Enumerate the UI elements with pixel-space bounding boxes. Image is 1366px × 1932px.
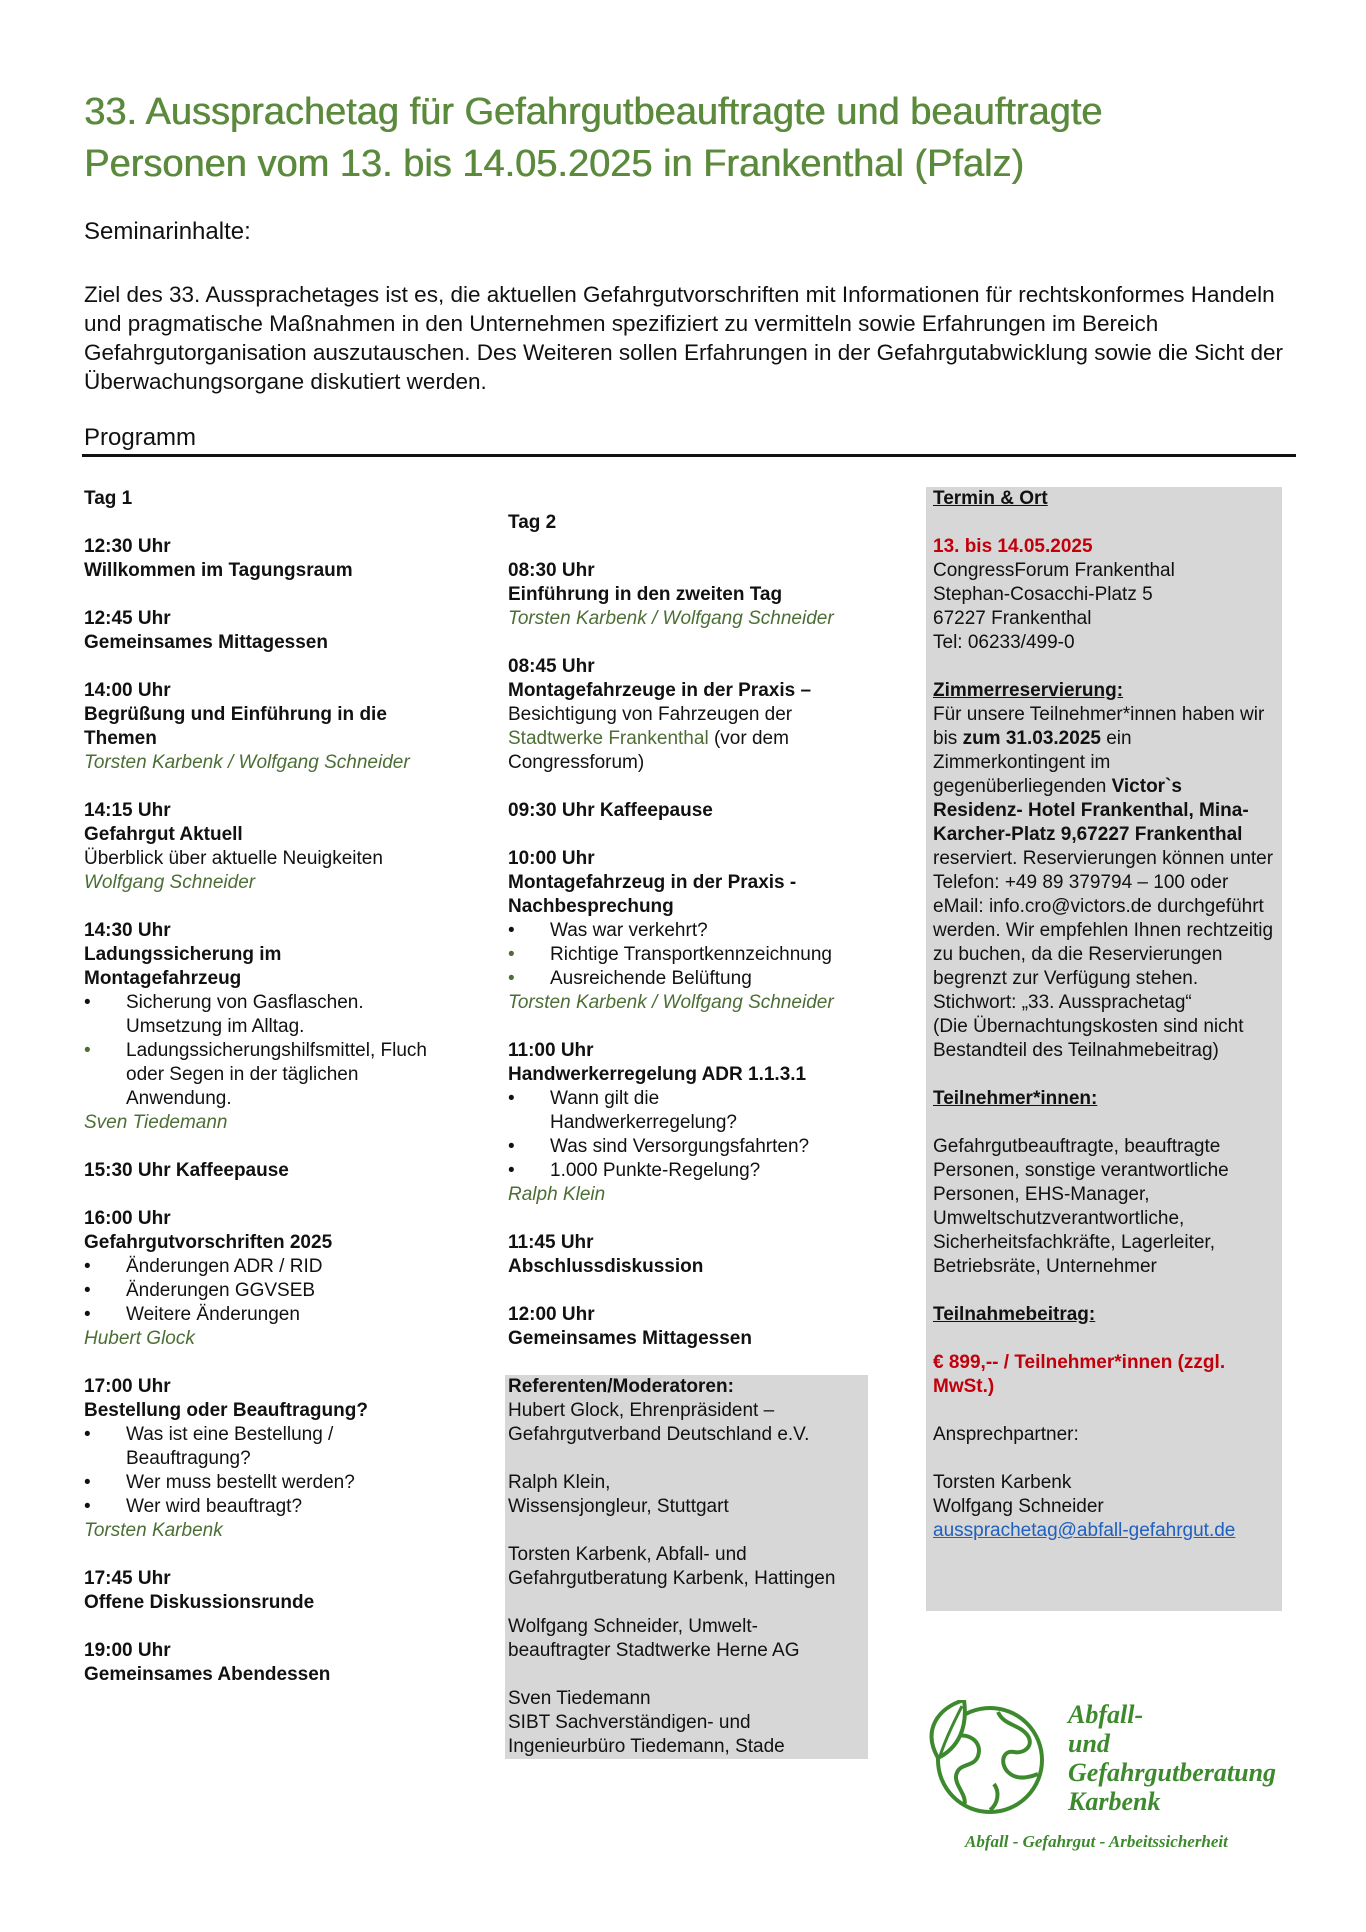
session-speaker: Wolfgang Schneider [84, 872, 256, 893]
fee-title: Teilnahmebeitrag: [933, 1304, 1096, 1325]
seminar-label: Seminarinhalte: [84, 218, 251, 245]
session-speaker: Ralph Klein [508, 1184, 606, 1205]
intro-paragraph: Ziel des 33. Aussprachetages ist es, die aktuellen Gefahrgutvorschriften mit Informationen für rechtskonformes Handeln und pragmatische Maßnahmen in den Unternehmen spezifiziert zu vermitteln sowie Erfahrungen im Bereich Gefahrgutorganisation auszutauschen. Des Weiteren sollen Erfahrungen in der Gefahrgutabwicklung sowie die Sicht der Überwachungsorgane diskutiert werden. [84, 282, 1284, 394]
room-title: Zimmerreservierung: [933, 680, 1124, 701]
bullet-list [508, 1087, 878, 1183]
contact-name: Wolfgang Schneider [933, 1496, 1104, 1517]
contact-name: Torsten Karbenk [933, 1472, 1072, 1493]
list-item: • Wer muss bestellt werden? [84, 1472, 355, 1493]
session-time: 19:00 Uhr [84, 1640, 171, 1661]
list-item: • 1.000 Punkte-Regelung? [508, 1160, 761, 1181]
bullet-list [84, 1255, 474, 1327]
program-label: Programm [84, 424, 197, 451]
participants-text: Gefahrgutbeauftragte, beauftragte Personen, sonstige verantwortliche Personen, EHS-Manager, Umweltschutzverantwortliche, Sicherheitsfachkräfte, Lagerleiter, Betriebsräte, Unternehmer [933, 1136, 1229, 1277]
session-title: Bestellung oder Beauftragung? [84, 1400, 368, 1421]
session-speaker: Torsten Karbenk / Wolfgang Schneider [84, 752, 410, 773]
session-time: 10:00 Uhr [508, 848, 595, 869]
keyword: Stichwort: „33. Aussprachetag“ [933, 992, 1192, 1013]
day2-title: Tag 2 [508, 512, 557, 533]
referent-line: Hubert Glock, Ehrenpräsident – [508, 1400, 775, 1421]
venue-line: Stephan-Cosacchi-Platz 5 [933, 584, 1153, 605]
list-item: • Ausreichende Belüftung [508, 968, 752, 989]
session-title: Ladungssicherung im Montagefahrzeug [84, 944, 282, 989]
stadtwerke-link-text: Stadtwerke Frankenthal [508, 728, 709, 749]
contact-title: Ansprechpartner: [933, 1424, 1079, 1445]
session-time: 17:45 Uhr [84, 1568, 171, 1589]
referent-line: beauftragter Stadtwerke Herne AG [508, 1640, 800, 1661]
session-title: Montagefahrzeug in der Praxis - Nachbesprechung [508, 872, 797, 917]
referent-line: Wolfgang Schneider, Umwelt- [508, 1616, 758, 1637]
session-time: 14:30 Uhr [84, 920, 171, 941]
title-line-2: Personen vom 13. bis 14.05.2025 in Frankenthal (Pfalz) [84, 143, 1024, 185]
fee-amount: € 899,-- / Teilnehmer*innen (zzgl. MwSt.) [933, 1352, 1226, 1397]
session-time: 17:00 Uhr [84, 1376, 171, 1397]
contact-email-link[interactable]: aussprachetag@abfall-gefahrgut.de [933, 1520, 1236, 1541]
session-time: 11:00 Uhr [508, 1040, 594, 1061]
logo-text: Abfall- und Gefahrgutberatung Karbenk [1068, 1700, 1277, 1816]
day1-column [84, 487, 474, 1687]
session-title: Gefahrgut Aktuell [84, 824, 243, 845]
session-title: Gefahrgutvorschriften 2025 [84, 1232, 333, 1253]
session-speaker: Torsten Karbenk / Wolfgang Schneider [508, 608, 834, 629]
session-speaker: Sven Tiedemann [84, 1112, 228, 1133]
session-title: Montagefahrzeuge in der Praxis – [508, 680, 812, 701]
session-description: Überblick über aktuelle Neuigkeiten [84, 848, 383, 869]
logo-tagline: Abfall - Gefahrgut - Arbeitssicherheit [965, 1832, 1228, 1851]
day2-column [508, 511, 878, 1759]
session-time: 12:00 Uhr [508, 1304, 595, 1325]
session-time: 08:45 Uhr [508, 656, 595, 677]
info-box [926, 487, 1282, 1611]
referent-line: Wissensjongleur, Stuttgart [508, 1496, 729, 1517]
termin-title: Termin & Ort [933, 488, 1048, 509]
referent-line: Gefahrgutberatung Karbenk, Hattingen [508, 1568, 836, 1589]
session-time: 11:45 Uhr [508, 1232, 594, 1253]
page-title [84, 86, 1314, 190]
referent-line: Gefahrgutverband Deutschland e.V. [508, 1424, 810, 1445]
session-time: 14:00 Uhr [84, 680, 171, 701]
break-title: 09:30 Uhr Kaffeepause [508, 800, 713, 821]
referents-box [505, 1375, 868, 1759]
session-time: 16:00 Uhr [84, 1208, 171, 1229]
bullet-list [84, 1423, 474, 1519]
session-speaker: Torsten Karbenk [84, 1520, 223, 1541]
list-item: • Ladungssicherungshilfsmittel, Fluch oder Segen in der täglichen Anwendung. [84, 1040, 427, 1109]
session-title: Willkommen im Tagungsraum [84, 560, 353, 581]
session-time: 12:30 Uhr [84, 536, 171, 557]
session-time: 08:30 Uhr [508, 560, 595, 581]
session-time: 12:45 Uhr [84, 608, 171, 629]
list-item: • Was ist eine Bestellung / Beauftragung? [84, 1424, 334, 1469]
room-note: (Die Übernachtungskosten sind nicht Bestandteil des Teilnahmebeitrag) [933, 1016, 1244, 1061]
list-item: • Weitere Änderungen [84, 1304, 300, 1325]
title-line-1: 33. Aussprachetag für Gefahrgutbeauftragte und beauftragte [84, 91, 1103, 133]
venue-line: 67227 Frankenthal [933, 608, 1092, 629]
referent-line: SIBT Sachverständigen- und [508, 1712, 751, 1733]
participants-title: Teilnehmer*innen: [933, 1088, 1098, 1109]
list-item: • Richtige Transportkennzeichnung [508, 944, 833, 965]
event-date: 13. bis 14.05.2025 [933, 536, 1093, 557]
list-item: • Sicherung von Gasflaschen. Umsetzung im Alltag. [84, 992, 364, 1037]
session-title: Gemeinsames Mittagessen [84, 632, 328, 653]
list-item: • Änderungen ADR / RID [84, 1256, 323, 1277]
list-item: • Wann gilt die Handwerkerregelung? [508, 1088, 737, 1133]
session-title: Gemeinsames Abendessen [84, 1664, 331, 1685]
bullet-list [508, 919, 878, 991]
session-title: Einführung in den zweiten Tag [508, 584, 783, 605]
divider [82, 454, 1296, 457]
list-item: • Was sind Versorgungsfahrten? [508, 1136, 810, 1157]
room-text: Für unsere Teilnehmer*innen haben wir bis zum 31.03.2025 ein Zimmerkontingent im gegenüberliegenden Victor`s Residenz- Hotel Frankenthal, Mina-Karcher-Platz 9,67227 Frankenthal reserviert. Reservierungen können unter Telefon: +49 89 379794 – 100 oder eMail: info.cro@victors.de durchgeführt werden. Wir empfehlen Ihnen rechtzeitig zu buchen, da die Reservierungen begrenzt zur Verfügung stehen. [933, 704, 1274, 989]
referent-line: Torsten Karbenk, Abfall- und [508, 1544, 747, 1565]
session-title: Handwerkerregelung ADR 1.1.3.1 [508, 1064, 807, 1085]
session-speaker: Torsten Karbenk / Wolfgang Schneider [508, 992, 834, 1013]
venue-line: CongressForum Frankenthal [933, 560, 1175, 581]
list-item: • Wer wird beauftragt? [84, 1496, 303, 1517]
session-title: Abschlussdiskussion [508, 1256, 704, 1277]
referent-line: Sven Tiedemann [508, 1688, 651, 1709]
referents-title: Referenten/Moderatoren: [508, 1376, 734, 1397]
break-title: 15:30 Uhr Kaffeepause [84, 1160, 289, 1181]
referent-line: Ralph Klein, [508, 1472, 611, 1493]
session-title: Begrüßung und Einführung in die Themen [84, 704, 387, 749]
venue-line: Tel: 06233/499-0 [933, 632, 1075, 653]
list-item: • Änderungen GGVSEB [84, 1280, 316, 1301]
list-item: • Was war verkehrt? [508, 920, 708, 941]
bullet-list [84, 991, 474, 1111]
session-description: Besichtigung von Fahrzeugen der Stadtwerke Frankenthal (vor dem Congressforum) [508, 704, 793, 773]
session-title: Gemeinsames Mittagessen [508, 1328, 752, 1349]
session-title: Offene Diskussionsrunde [84, 1592, 315, 1613]
session-speaker: Hubert Glock [84, 1328, 195, 1349]
day1-title: Tag 1 [84, 488, 133, 509]
referent-line: Ingenieurbüro Tiedemann, Stade [508, 1736, 785, 1757]
session-time: 14:15 Uhr [84, 800, 171, 821]
